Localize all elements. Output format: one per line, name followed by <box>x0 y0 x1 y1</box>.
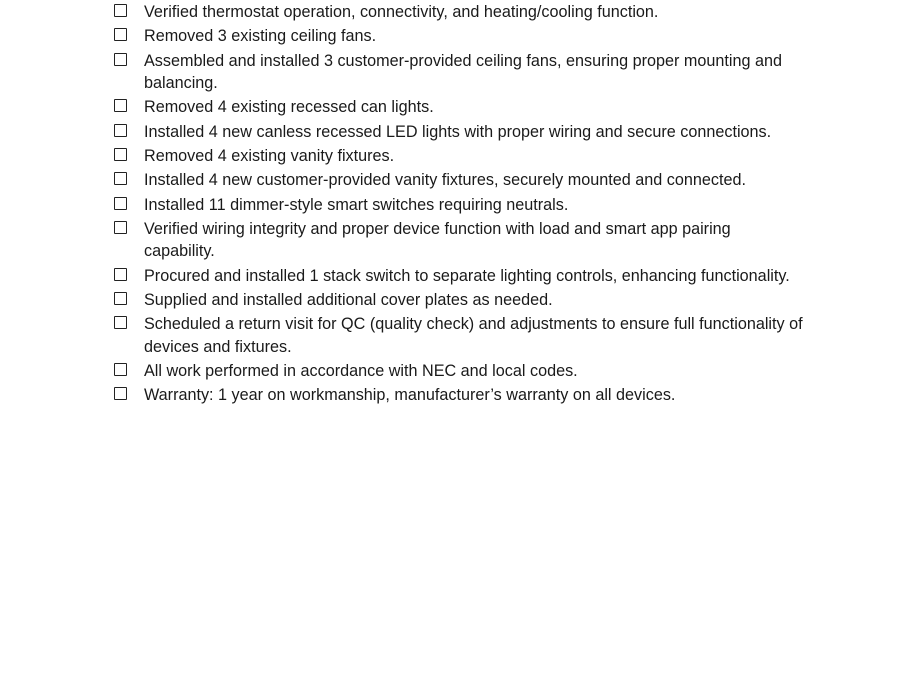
checklist-item-text: Procured and installed 1 stack switch to separate lighting controls, enhancing functionality. <box>144 266 790 285</box>
checklist-item-text: Supplied and installed additional cover plates as needed. <box>144 290 553 309</box>
work-checklist <box>114 1 804 409</box>
checklist-item-install-fans <box>114 50 804 95</box>
checklist-item-text: Installed 11 dimmer-style smart switches requiring neutrals. <box>144 195 569 214</box>
checklist-item-return-visit <box>114 313 804 358</box>
checklist-item-remove-fans <box>114 25 804 48</box>
checkbox[interactable] <box>114 292 127 305</box>
checklist-item-text: Verified wiring integrity and proper device function with load and smart app pairing capability. <box>144 219 731 261</box>
checklist-item-stack-switch <box>114 265 804 288</box>
checklist-item-text: Assembled and installed 3 customer-provided ceiling fans, ensuring proper mounting and balancing. <box>144 51 782 93</box>
checkbox[interactable] <box>114 4 127 17</box>
checklist-item-text: Removed 3 existing ceiling fans. <box>144 27 377 46</box>
checklist-item-text: Warranty: 1 year on workmanship, manufacturer’s warranty on all devices. <box>144 386 676 405</box>
checklist-item-install-led-lights <box>114 121 804 144</box>
checklist-item-smart-switches <box>114 194 804 217</box>
checkbox[interactable] <box>114 316 127 329</box>
checklist-item-verify-wiring <box>114 218 804 263</box>
checkbox[interactable] <box>114 172 127 185</box>
checkbox[interactable] <box>114 99 127 112</box>
checkbox[interactable] <box>114 124 127 137</box>
checklist-item-nec-codes <box>114 360 804 383</box>
checklist-item-text: Removed 4 existing recessed can lights. <box>144 98 434 117</box>
checklist-item-text: Installed 4 new customer-provided vanity fixtures, securely mounted and connected. <box>144 171 746 190</box>
checklist-item-text: All work performed in accordance with NEC and local codes. <box>144 362 578 381</box>
checklist-item-text: Removed 4 existing vanity fixtures. <box>144 146 395 165</box>
checkbox[interactable] <box>114 268 127 281</box>
checklist-item-thermostat <box>114 1 804 24</box>
checkbox[interactable] <box>114 197 127 210</box>
checklist-item-text: Verified thermostat operation, connectivity, and heating/cooling function. <box>144 3 659 21</box>
checkbox[interactable] <box>114 387 127 400</box>
checklist-item-text: Scheduled a return visit for QC (quality check) and adjustments to ensure full functionality of devices and fixtures. <box>144 315 803 356</box>
checkbox[interactable] <box>114 148 127 161</box>
checkbox[interactable] <box>114 363 127 376</box>
checklist-item-remove-can-lights <box>114 96 804 119</box>
checkbox[interactable] <box>114 28 127 41</box>
checklist-item-text: Installed 4 new canless recessed LED lights with proper wiring and secure connections. <box>144 122 772 141</box>
checklist-item-remove-vanity <box>114 145 804 168</box>
checklist-item-warranty <box>114 384 804 407</box>
checkbox[interactable] <box>114 221 127 234</box>
checkbox[interactable] <box>114 53 127 66</box>
checklist-item-cover-plates <box>114 289 804 312</box>
checklist-item-install-vanity <box>114 169 804 192</box>
